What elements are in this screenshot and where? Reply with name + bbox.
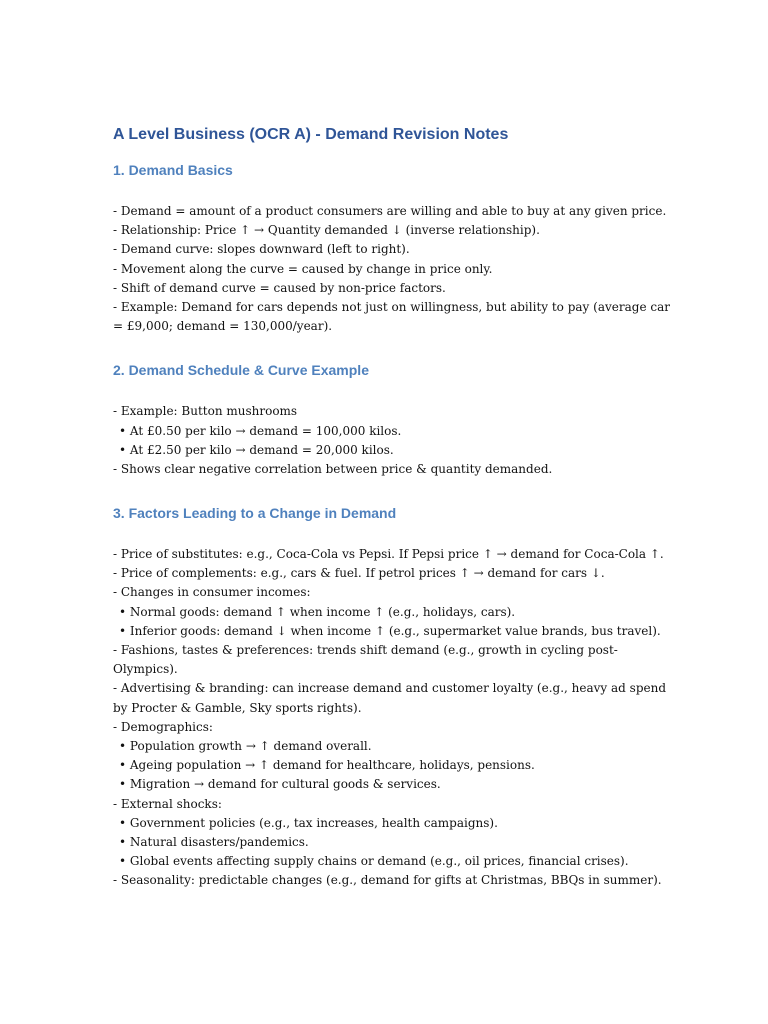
bullet-line: • Global events affecting supply chains or demand (e.g., oil prices, financial crises). [119, 854, 629, 869]
text-line: - Shows clear negative correlation between price & quantity demanded. [113, 461, 553, 476]
text-line: Olympics). [113, 662, 178, 677]
section-body-demand-basics [113, 202, 670, 336]
bullet-line: • Natural disasters/pandemics. [119, 834, 309, 849]
bullet-line: • Inferior goods: demand ↓ when income ↑ (e.g., supermarket value brands, bus travel). [119, 623, 661, 638]
text-line: by Procter & Gamble, Sky sports rights). [113, 700, 362, 715]
bullet-line: • At £2.50 per kilo → demand = 20,000 kilos. [119, 442, 394, 457]
bullet-line: • Population growth → ↑ demand overall. [119, 738, 372, 753]
text-line: - Example: Button mushrooms [113, 404, 298, 419]
bullet-line: • Normal goods: demand ↑ when income ↑ (e.g., holidays, cars). [119, 604, 516, 619]
text-line: - Demographics: [113, 719, 213, 734]
section-body-factors [113, 545, 667, 890]
text-line: - Demand = amount of a product consumers are willing and able to buy at any given price. [113, 204, 667, 218]
text-line: = £9,000; demand = 130,000/year). [113, 319, 333, 334]
text-line: - Changes in consumer incomes: [113, 585, 311, 600]
document-page [113, 124, 670, 890]
text-line: - Seasonality: predictable changes (e.g., demand for gifts at Christmas, BBQs in summer). [113, 873, 662, 888]
text-line: - Fashions, tastes & preferences: trends shift demand (e.g., growth in cycling post- [113, 643, 618, 657]
section-heading-demand-basics: 1. Demand Basics [113, 162, 233, 178]
text-line: - Demand curve: slopes downward (left to right). [113, 242, 410, 257]
text-line: - External shocks: [113, 796, 222, 811]
section-heading-demand-schedule: 2. Demand Schedule & Curve Example [113, 362, 369, 379]
bullet-line: • Ageing population → ↑ demand for healthcare, holidays, pensions. [119, 758, 535, 773]
bullet-line: • Government policies (e.g., tax increases, health campaigns). [119, 815, 498, 830]
text-line: - Relationship: Price ↑ → Quantity demanded ↓ (inverse relationship). [113, 223, 540, 238]
text-line: - Example: Demand for cars depends not just on willingness, but ability to pay (average car [113, 299, 670, 314]
document-title: A Level Business (OCR A) - Demand Revision Notes [113, 126, 509, 143]
bullet-line: • Migration → demand for cultural goods & services. [119, 777, 441, 792]
text-line: - Shift of demand curve = caused by non-price factors. [113, 280, 446, 295]
text-line: - Advertising & branding: can increase demand and customer loyalty (e.g., heavy ad spend [113, 681, 667, 696]
text-line: - Price of substitutes: e.g., Coca-Cola vs Pepsi. If Pepsi price ↑ → demand for Coca-Cola ↑. [113, 547, 664, 562]
section-body-demand-schedule [113, 402, 653, 479]
section-heading-factors: 3. Factors Leading to a Change in Demand [113, 505, 397, 522]
text-line: - Movement along the curve = caused by change in price only. [113, 261, 493, 276]
text-line: - Price of complements: e.g., cars & fuel. If petrol prices ↑ → demand for cars ↓. [113, 566, 605, 581]
bullet-line: • At £0.50 per kilo → demand = 100,000 kilos. [119, 423, 402, 438]
